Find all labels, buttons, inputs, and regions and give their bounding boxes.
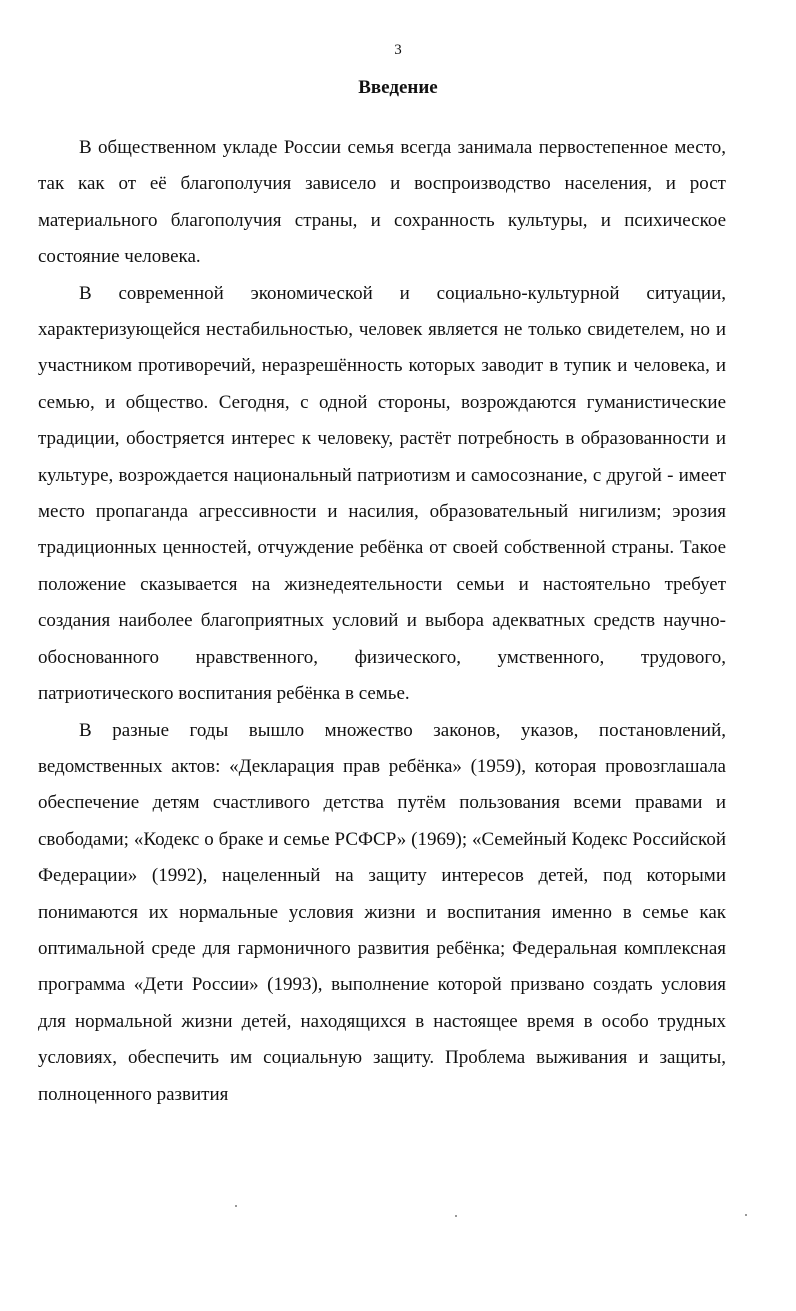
paragraph-2: В современной экономической и социально-культурной ситуации, характеризующейся нестабильностью, человек является не только свидетелем, но и участником противоречий, неразрешённость которых заводит в тупик и человека, и семью, и общество. Сегодня, с одной стороны, возрождаются гуманистические традиции, обостряется интерес к человеку, растёт потребность в образованности и культуре, возрождается национальный патриотизм и самосознание, с другой - имеет место пропаганда агрессивности и насилия, образовательный нигилизм; эрозия традиционных ценностей, отчуждение ребёнка от своей собственной страны. Такое положение сказывается на жизнедеятельности семьи и настоятельно требует создания наиболее благоприятных условий и выбора адекватных средств научно-обоснованного нравственного, физического, умственного, трудового, патриотического воспитания ребёнка в семье.: [38, 282, 726, 705]
page-number: 3: [394, 42, 402, 58]
scan-speck: [745, 1214, 747, 1216]
scan-speck: [235, 1205, 237, 1207]
scan-speck: [455, 1215, 457, 1217]
paragraph-3: В разные годы вышло множество законов, указов, постановлений, ведомственных актов: «Декларация прав ребёнка» (1959), которая провозглашала обеспечение детям счастливого детства путём пользования всеми правами и свободами; «Кодекс о браке и семье РСФСР» (1969); «Семейный Кодекс Российской Федерации» (1992), нацеленный на защиту интересов детей, под которыми понимаются их нормальные условия жизни и воспитания именно в семье как оптимальной среде для гармоничного развития ребёнка; Федеральная комплексная программа «Дети России» (1993), выполнение которой призвано создать условия для нормальной жизни детей, находящихся в настоящее время в особо трудных условиях, обеспечить им социальную защиту. Проблема выживания и защиты, полноценного развития: [38, 719, 726, 1105]
paragraph-1: В общественном укладе России семья всегда занимала первостепенное место, так как от её благополучия зависело и воспроизводство населения, и рост материального благополучия страны, и сохранность культуры, и психическое состояние человека.: [38, 137, 726, 268]
body-text: [38, 130, 726, 1113]
page-title: Введение: [358, 77, 438, 98]
